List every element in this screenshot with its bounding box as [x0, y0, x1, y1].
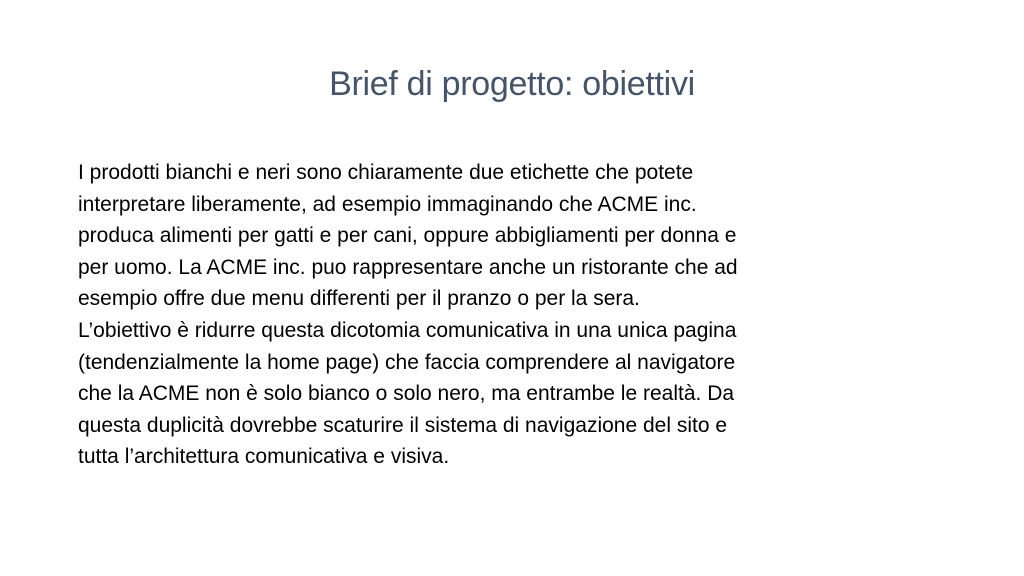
body-line: esempio offre due menu differenti per il pranzo o per la sera. — [78, 287, 640, 311]
body-line: I prodotti bianchi e neri sono chiaramente due etichette che potete — [78, 161, 694, 184]
body-line: (tendenzialmente la home page) che faccia comprendere al navigatore — [78, 350, 736, 374]
body-line: L’obiettivo è ridurre questa dicotomia comunicativa in una unica pagina — [78, 318, 737, 342]
body-line: che la ACME non è solo bianco o solo nero, ma entrambe le realtà. Da — [78, 382, 735, 406]
body-line: questa duplicità dovrebbe scaturire il sistema di navigazione del sito e — [78, 413, 728, 437]
body-line: tutta l’architettura comunicativa e visiva. — [78, 445, 450, 469]
slide-title: Brief di progetto: obiettivi — [329, 65, 695, 103]
body-line: interpretare liberamente, ad esempio immaginando che ACME inc. — [78, 192, 697, 216]
slide-body — [78, 157, 948, 473]
body-line: per uomo. La ACME inc. puo rappresentare anche un ristorante che ad — [78, 255, 738, 279]
body-line: produca alimenti per gatti e per cani, oppure abbigliamenti per donna e — [78, 224, 737, 248]
